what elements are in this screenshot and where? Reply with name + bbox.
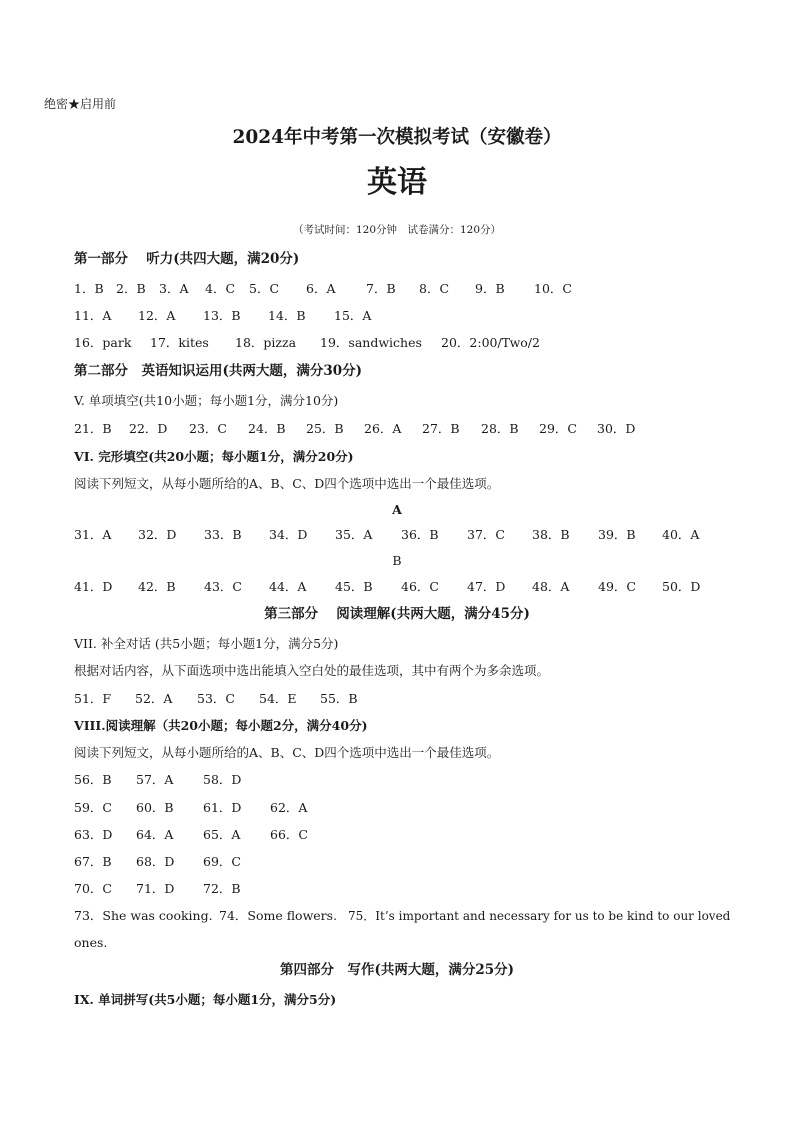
exam-info: （考试时间：120分钟 试卷满分：120分） xyxy=(292,224,502,236)
answer: 32．D xyxy=(138,527,177,542)
answer: 23．C xyxy=(189,421,227,436)
passage-a-label: A xyxy=(392,502,402,517)
answer: 17．kites xyxy=(150,335,209,350)
section7-instruction: 根据对话内容，从下面选项中选出能填入空白处的最佳选项，其中有两个为多余选项。 xyxy=(74,663,550,678)
answer-73: 73．She was cooking. xyxy=(74,908,213,923)
answer: 29．C xyxy=(539,421,577,436)
answer-75: 75．It’s important and necessary for us to be kind to our loved xyxy=(348,909,731,923)
answer: 35．A xyxy=(335,527,373,542)
answer: 9．B xyxy=(475,281,505,296)
part4-heading: 第四部分 写作(共两大题，满分25分) xyxy=(279,962,515,978)
answer: 28．B xyxy=(481,421,519,436)
answer: 24．B xyxy=(248,421,286,436)
answer: 56．B xyxy=(74,772,112,787)
answer: 2．B xyxy=(116,281,146,296)
section9-heading: IX. 单词拼写(共5小题；每小题1分，满分5分) xyxy=(74,992,337,1007)
answer: 68．D xyxy=(136,854,175,869)
answer: 64．A xyxy=(136,827,174,842)
answer: 10．C xyxy=(534,281,572,296)
answer: 61．D xyxy=(203,800,242,815)
answer: 69．C xyxy=(203,854,241,869)
section6-instruction: 阅读下列短文，从每小题所给的A、B、C、D四个选项中选出一个最佳选项。 xyxy=(74,476,500,491)
confidential-label: 绝密★启用前 xyxy=(44,97,117,111)
answer: 11．A xyxy=(74,308,112,323)
answer: 21．B xyxy=(74,421,112,436)
answer: 3．A xyxy=(159,281,189,296)
answer: 51．F xyxy=(74,691,112,706)
part1-heading: 第一部分 听力(共四大题，满20分) xyxy=(74,251,300,267)
answer: 47．D xyxy=(467,579,506,594)
answer: 71．D xyxy=(136,881,175,896)
answer: 1．B xyxy=(74,281,104,296)
answer: 62．A xyxy=(270,800,308,815)
answer: 8．C xyxy=(419,281,450,296)
answer: 58．D xyxy=(203,772,242,787)
answer: 36．B xyxy=(401,527,439,542)
section5-heading: V. 单项填空(共10小题；每小题1分，满分10分) xyxy=(74,393,339,408)
exam-title: 2024年中考第一次模拟考试（安徽卷） xyxy=(232,127,562,148)
answer: 55．B xyxy=(320,691,358,706)
answer: 31．A xyxy=(74,527,112,542)
answer: 6．A xyxy=(306,281,336,296)
answer: 34．D xyxy=(269,527,308,542)
answer: 41．D xyxy=(74,579,113,594)
section6-heading: VI. 完形填空(共20小题；每小题1分，满分20分) xyxy=(74,449,354,464)
answer: 22．D xyxy=(129,421,168,436)
answer: 30．D xyxy=(597,421,636,436)
answer: 37．C xyxy=(467,527,505,542)
answer: 16．park xyxy=(74,335,132,350)
answer: 45．B xyxy=(335,579,373,594)
answer: 57．A xyxy=(136,772,174,787)
answer: 70．C xyxy=(74,881,112,896)
section8-heading: VIII.阅读理解（共20小题；每小题2分，满分40分) xyxy=(74,718,368,733)
answer: 38．B xyxy=(532,527,570,542)
answer: 53．C xyxy=(197,691,235,706)
answer: 15．A xyxy=(334,308,372,323)
answer: 54．E xyxy=(259,691,297,706)
answer: 25．B xyxy=(306,421,344,436)
answer: 43．C xyxy=(204,579,242,594)
answer: 48．A xyxy=(532,579,570,594)
answer: 44．A xyxy=(269,579,307,594)
answer: 72．B xyxy=(203,881,241,896)
answer: 27．B xyxy=(422,421,460,436)
answer: 49．C xyxy=(598,579,636,594)
answer: 50．D xyxy=(662,579,701,594)
answer: 63．D xyxy=(74,827,113,842)
answer: 42．B xyxy=(138,579,176,594)
passage-b-label: B xyxy=(392,553,402,568)
answer: 66．C xyxy=(270,827,308,842)
answer: 20．2:00/Two/2 xyxy=(441,335,540,350)
answer: 67．B xyxy=(74,854,112,869)
answer: 4．C xyxy=(205,281,236,296)
answer: 13．B xyxy=(203,308,241,323)
answer: 65．A xyxy=(203,827,241,842)
answer: 46．C xyxy=(401,579,439,594)
part2-heading: 第二部分 英语知识运用(共两大题，满分30分) xyxy=(74,363,363,379)
section7-heading: VII. 补全对话 (共5小题；每小题1分，满分5分) xyxy=(74,636,339,651)
answer: 59．C xyxy=(74,800,112,815)
answer-75-continued: ones. xyxy=(74,935,108,950)
answer: 39．B xyxy=(598,527,636,542)
section8-instruction: 阅读下列短文，从每小题所给的A、B、C、D四个选项中选出一个最佳选项。 xyxy=(74,745,500,760)
answer: 52．A xyxy=(135,691,173,706)
answer: 33．B xyxy=(204,527,242,542)
answer: 7．B xyxy=(366,281,396,296)
answer: 14．B xyxy=(268,308,306,323)
subject-title: 英语 xyxy=(367,165,427,200)
answer: 19．sandwiches xyxy=(320,335,422,350)
answer: 26．A xyxy=(364,421,402,436)
answer: 12．A xyxy=(138,308,176,323)
answer: 40．A xyxy=(662,527,700,542)
answer: 60．B xyxy=(136,800,174,815)
answer: 5．C xyxy=(249,281,280,296)
answer: 18．pizza xyxy=(235,335,297,350)
answer-74: 74．Some flowers. xyxy=(219,908,338,923)
part3-heading: 第三部分 阅读理解(共两大题，满分45分) xyxy=(264,606,530,622)
